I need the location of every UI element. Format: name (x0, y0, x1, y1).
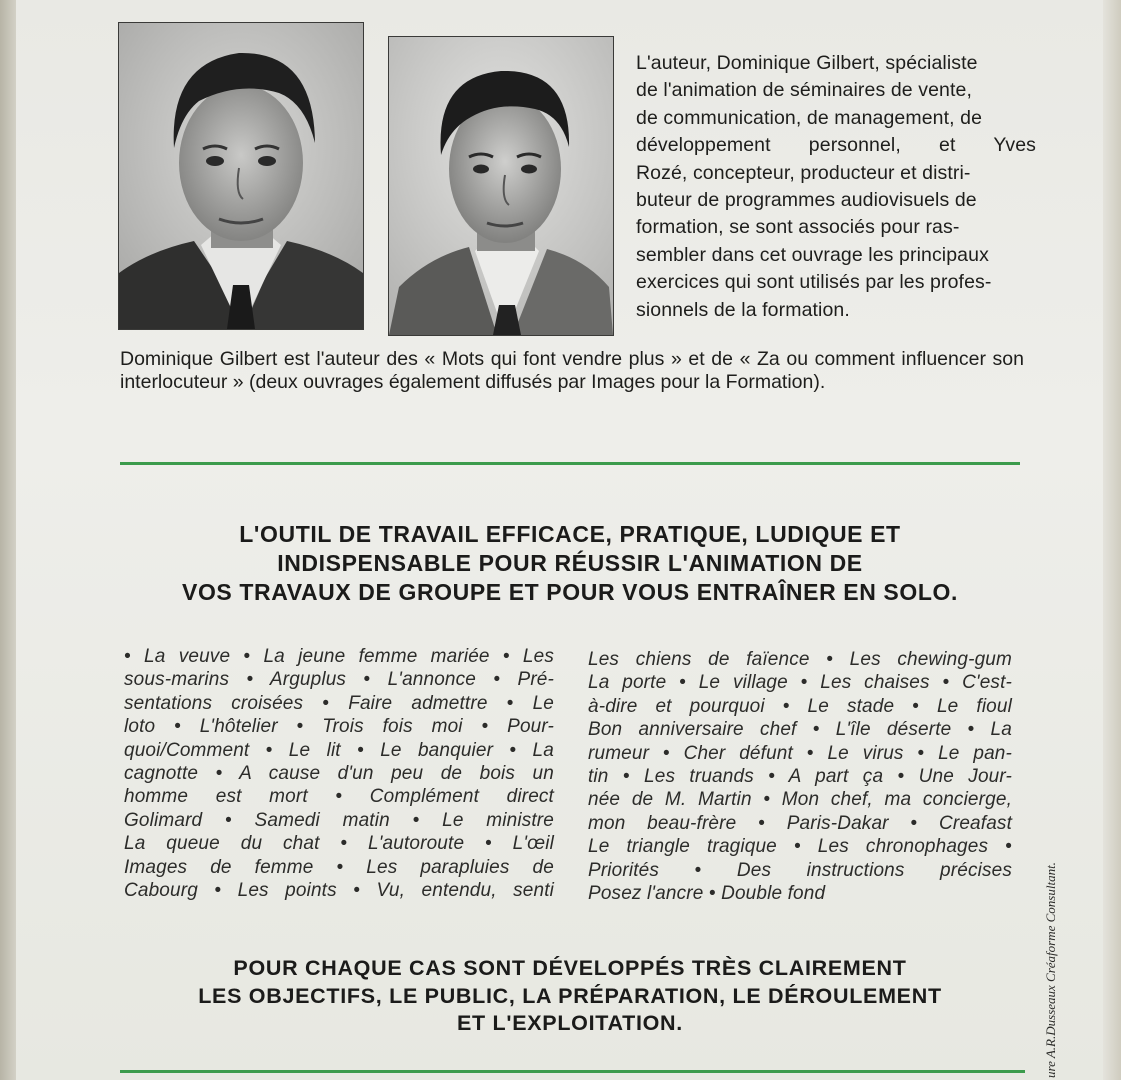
author-bio-paragraph (636, 50, 1036, 324)
green-divider-top (120, 462, 1020, 465)
exercise-line: tin • Les truands • A part ça • Une Jour- (588, 766, 1012, 788)
exercise-line: Cabourg • Les points • Vu, entendu, senti (124, 880, 554, 902)
bio-line: buteur de programmes audiovisuels de (636, 189, 977, 212)
exercise-line: • La veuve • La jeune femme mariée • Les (124, 646, 554, 667)
bio-line: L'auteur, Dominique Gilbert, spécialiste (636, 52, 978, 74)
exercise-line: sentations croisées • Faire admettre • Le (124, 692, 554, 714)
closing-statement (110, 955, 1030, 1038)
exercise-line: mon beau-frère • Paris-Dakar • Creafast (588, 812, 1012, 834)
exercise-line: rumeur • Cher défunt • Le virus • Le pan- (588, 742, 1012, 764)
exercise-line: Priorités • Des instructions précises (588, 859, 1012, 881)
exercise-line: à-dire et pourquoi • Le stade • Le fioul (588, 695, 1012, 717)
exercise-line: Images de femme • Les parapluies de (124, 856, 554, 878)
exercise-line: La porte • Le village • Les chaises • C'est- (588, 672, 1012, 694)
exercise-list-right (588, 648, 1012, 905)
green-divider-bottom (120, 1070, 1025, 1073)
exercise-line: cagnotte • A cause d'un peu de bois un (124, 763, 554, 785)
headline-line: L'OUTIL DE TRAVAIL EFFICACE, PRATIQUE, LUDIQUE ET (239, 521, 901, 547)
bio-line: sionnels de la formation. (636, 298, 850, 321)
closing-line: ET L'EXPLOITATION. (457, 1011, 683, 1035)
headline (110, 520, 1030, 607)
exercise-line: Les chiens de faïence • Les chewing-gum (588, 649, 1012, 670)
bio-line: développement personnel, et Yves (636, 134, 1036, 157)
exercise-list-left (124, 645, 554, 902)
closing-line: LES OBJECTIFS, LE PUBLIC, LA PRÉPARATION, LE DÉROULEMENT (198, 983, 942, 1008)
bio-line: de communication, de management, de (636, 106, 983, 129)
exercise-line: homme est mort • Complément direct (124, 786, 554, 808)
bio-line: sembler dans cet ouvrage les principaux (636, 243, 989, 266)
author-works-paragraph: Dominique Gilbert est l'auteur des « Mots qui font vendre plus » et de « Za ou comment influencer son interlocuteur » (deux ouvrages également diffusés par Images pour la Formation). (120, 348, 1024, 393)
headline-line: INDISPENSABLE POUR RÉUSSIR L'ANIMATION DE (277, 550, 863, 576)
author-photo-left (118, 22, 364, 330)
bio-line: de l'animation de séminaires de vente, (636, 79, 972, 102)
exercise-line: Posez l'ancre • Double fond (588, 883, 826, 905)
exercise-line: quoi/Comment • Le lit • Le banquier • La (124, 739, 554, 761)
exercise-line: Bon anniversaire chef • L'île déserte • La (588, 719, 1012, 741)
exercise-line: Le triangle tragique • Les chronophages • (588, 836, 1012, 858)
exercise-line: loto • L'hôtelier • Trois fois moi • Pour- (124, 716, 554, 738)
bio-line: formation, se sont associés pour ras- (636, 216, 960, 239)
bio-line: Rozé, concepteur, producteur et distri- (636, 161, 971, 184)
exercise-line: sous-marins • Arguplus • L'annonce • Pré- (124, 669, 554, 691)
exercise-line: Golimard • Samedi matin • Le ministre (124, 809, 554, 831)
exercise-line: La queue du chat • L'autoroute • L'œil (124, 833, 554, 855)
bio-line: exercices qui sont utilisés par les profes- (636, 271, 992, 294)
author-photo-right (388, 36, 614, 336)
cover-credit: ure A.R.Dusseaux Créaforme Consultant. (1043, 862, 1058, 1078)
headline-line: VOS TRAVAUX DE GROUPE ET POUR VOUS ENTRAÎNER EN SOLO. (182, 579, 958, 605)
exercise-line: née de M. Martin • Mon chef, ma concierge, (588, 789, 1012, 811)
closing-line: POUR CHAQUE CAS SONT DÉVELOPPÉS TRÈS CLAIREMENT (233, 956, 907, 980)
